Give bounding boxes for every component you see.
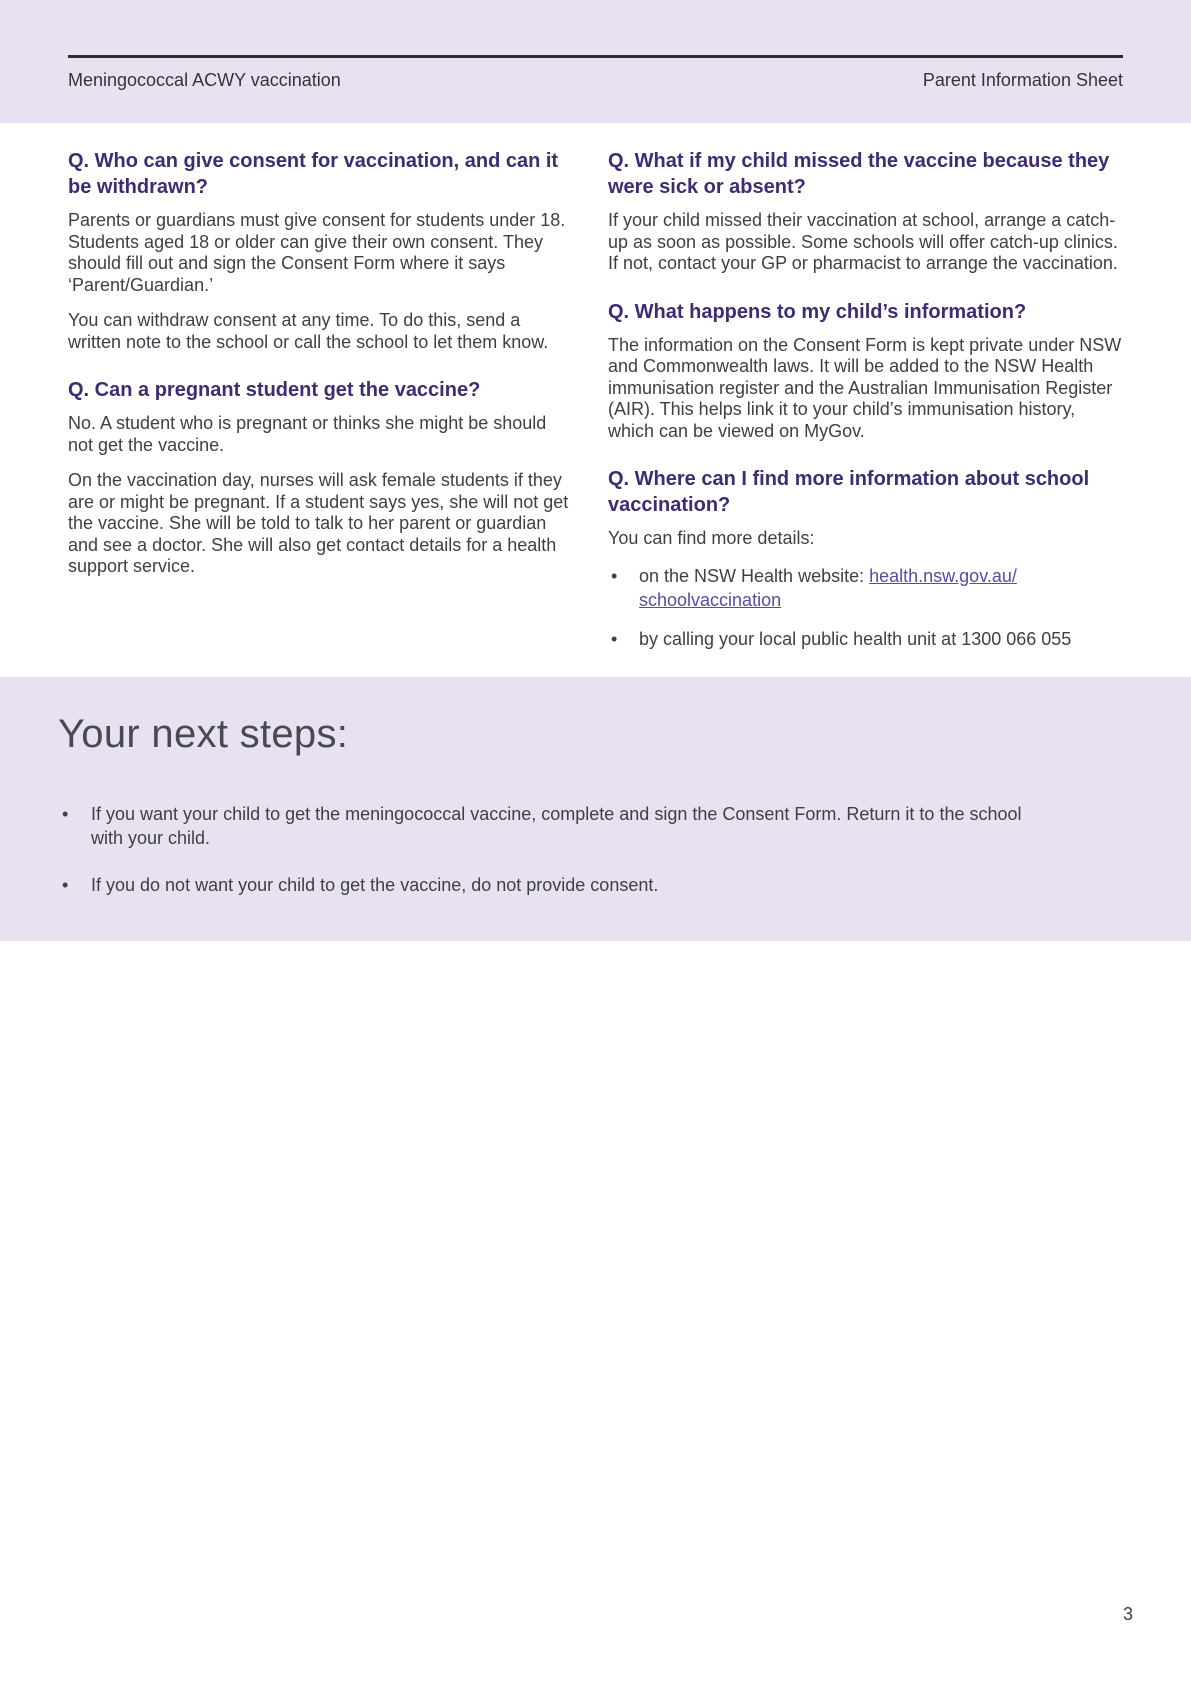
answer-paragraph: On the vaccination day, nurses will ask female students if they are or might be pregnant. If a student says yes, she will not get the vaccine. She will be told to talk to her parent or guardian and see a doctor. She will also get contact details for a health support service.	[68, 470, 569, 576]
bullet-icon: •	[611, 628, 618, 649]
bullet-icon: •	[62, 875, 69, 895]
list-item	[58, 802, 1043, 850]
header-inner	[68, 0, 1123, 91]
header-band	[0, 0, 1191, 123]
list-item	[58, 873, 1043, 897]
next-steps-band	[0, 677, 1191, 941]
list-item-text: If you do not want your child to get the vaccine, do not provide consent.	[91, 875, 659, 895]
header-row	[68, 69, 1123, 91]
qa-content	[68, 123, 1123, 666]
answer-paragraph: No. A student who is pregnant or thinks she might be should not get the vaccine.	[68, 413, 547, 455]
right-column	[608, 148, 1123, 666]
link-prefix-text: on the NSW Health website:	[639, 565, 870, 586]
answer-paragraph: If your child missed their vaccination at school, arrange a catch-up as soon as possible. Some schools will offer catch-up clinics. If not, contact your GP or pharmacist to arrange the vaccination.	[608, 210, 1118, 273]
answer-paragraph: You can withdraw consent at any time. To do this, send a written note to the school or call the school to let them know.	[68, 310, 549, 352]
list-item-text: If you want your child to get the meningococcal vaccine, complete and sign the Consent Form. Return it to the school with your child.	[91, 804, 1022, 848]
bullet-icon: •	[62, 804, 69, 824]
bullet-icon: •	[611, 565, 618, 586]
question-heading: Q. Can a pregnant student get the vaccine?	[68, 379, 481, 401]
left-column	[68, 148, 570, 666]
next-steps-title: Your next steps:	[58, 712, 349, 756]
answer-paragraph: You can find more details:	[608, 528, 815, 548]
answer-paragraph: Parents or guardians must give consent for students under 18. Students aged 18 or older can give their own consent. They should fill out and sign the Consent Form where it says ‘Parent/Guardian.’	[68, 210, 566, 295]
question-heading: Q. Who can give consent for vaccination, and can it be withdrawn?	[68, 150, 559, 198]
link-text-part2: schoolvaccination	[639, 589, 782, 610]
list-item	[608, 564, 1123, 612]
doc-subtitle: Parent Information Sheet	[922, 70, 1123, 90]
answer-paragraph: The information on the Consent Form is kept private under NSW and Commonwealth laws. It will be added to the NSW Health immunisation register and the Australian Immunisation Register (AIR). This helps link it to your child’s immunisation history, which can be viewed on MyGov.	[608, 334, 1122, 441]
header-rule	[68, 55, 1123, 58]
question-heading: Q. Where can I find more information about school vaccination?	[608, 468, 1090, 516]
doc-title: Meningococcal ACWY vaccination	[68, 70, 341, 90]
list-item	[608, 627, 1123, 651]
question-heading: Q. What happens to my child’s information?	[608, 300, 1027, 323]
list-item-text: by calling your local public health unit at 1300 066 055	[639, 628, 1072, 649]
page-number: 3	[1122, 1604, 1133, 1624]
next-steps-list	[58, 802, 1043, 897]
question-heading: Q. What if my child missed the vaccine because they were sick or absent?	[608, 150, 1110, 198]
link-text-part1: health.nsw.gov.au/	[869, 565, 1017, 586]
list-item-text	[639, 564, 1123, 612]
